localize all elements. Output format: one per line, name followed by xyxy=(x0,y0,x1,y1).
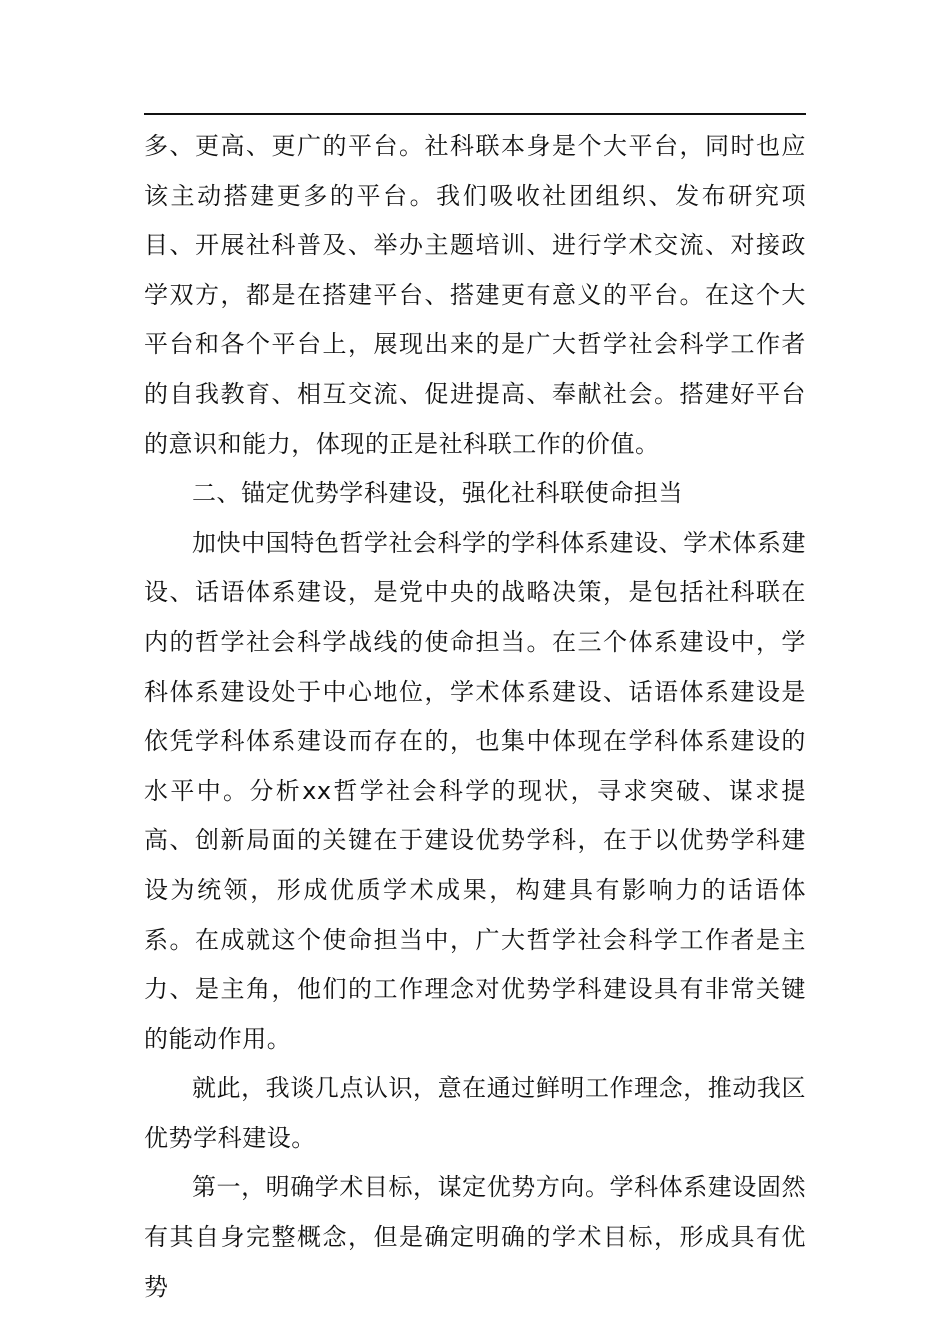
paragraph-continuation: 多、更高、更广的平台。社科联本身是个大平台，同时也应该主动搭建更多的平台。我们吸收社团组织、发布研究项目、开展社科普及、举办主题培训、进行学术交流、对接政学双方，都是在搭建平台、搭建更有意义的平台。在这个大平台和各个平台上，展现出来的是广大哲学社会科学工作者的自我教育、相互交流、促进提高、奉献社会。搭建好平台的意识和能力，体现的正是社科联工作的价值。 xyxy=(144,132,806,458)
paragraph-section-intro: 加快中国特色哲学社会科学的学科体系建设、学术体系建设、话语体系建设，是党中央的战略决策，是包括社科联在内的哲学社会科学战线的使命担当。在三个体系建设中，学科体系建设处于中心地位，学术体系建设、话语体系建设是依凭学科体系建设而存在的，也集中体现在学科体系建设的水平中。分析xx哲学社会科学的现状，寻求突破、谋求提高、创新局面的关键在于建设优势学科，在于以优势学科建设为统领，形成优质学术成果，构建具有影响力的话语体系。在成就这个使命担当中，广大哲学社会科学工作者是主力、是主角，他们的工作理念对优势学科建设具有非常关键的能动作用。 xyxy=(144,528,806,1053)
paragraph-remarks: 就此，我谈几点认识，意在通过鲜明工作理念，推动我区优势学科建设。 xyxy=(144,1074,806,1152)
body-text xyxy=(144,122,806,1312)
section-heading: 二、锚定优势学科建设，强化社科联使命担当 xyxy=(192,479,683,508)
paragraph-point-one: 第一，明确学术目标，谋定优势方向。学科体系建设固然有其自身完整概念，但是确定明确的学术目标，形成具有优势 xyxy=(144,1173,806,1301)
header-rule xyxy=(144,113,806,115)
